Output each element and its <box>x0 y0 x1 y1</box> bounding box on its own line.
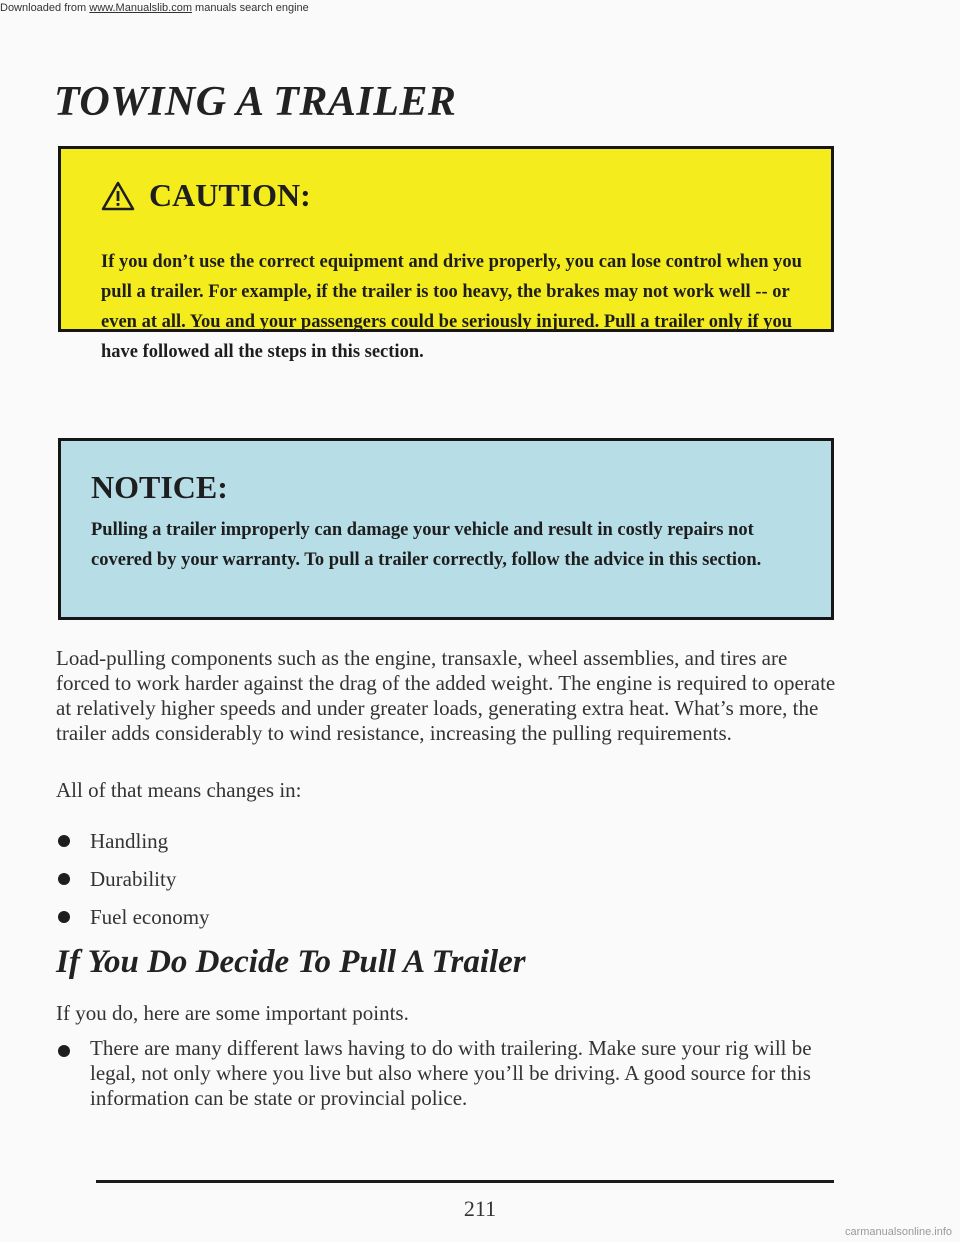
list-item-label: Durability <box>90 866 177 891</box>
warning-triangle-icon <box>101 181 135 211</box>
page-title: TOWING A TRAILER <box>54 79 457 125</box>
watermark-suffix: manuals search engine <box>191 2 309 14</box>
section-subheading: If You Do Decide To Pull A Trailer <box>56 944 526 980</box>
bullet-icon <box>58 1045 70 1057</box>
list-item <box>56 1036 846 1111</box>
notice-box <box>58 438 834 620</box>
load-pulling-paragraph: Load-pulling components such as the engine, transaxle, wheel assemblies, and tires are forced to work harder against the drag of the added weight. The engine is required to operate at relatively higher speeds and under greater loads, generating extra heat. What’s more, the trailer adds considerably to wind resistance, increasing the pulling requirements. <box>56 646 836 745</box>
footer-divider <box>96 1180 834 1183</box>
list-item <box>56 822 856 860</box>
caution-label: CAUTION: <box>149 177 311 213</box>
caution-box <box>58 146 834 362</box>
notice-heading: NOTICE: <box>91 469 228 505</box>
list-item-label: There are many different laws having to do with trailering. Make sure your rig will be legal, not only where you live but also where you’ll be driving. A good source for this information can be state or provincial police. <box>90 1036 812 1110</box>
page-number: 211 <box>463 1196 497 1221</box>
changes-list <box>56 822 856 936</box>
notice-text: Pulling a trailer improperly can damage your vehicle and result in costly repairs not covered by your warranty. To pull a trailer correctly, follow the advice in this section. <box>91 520 762 570</box>
bullet-icon <box>58 873 70 885</box>
bullet-icon <box>58 835 70 847</box>
list-item <box>56 860 856 898</box>
source-watermark <box>0 2 309 14</box>
changes-intro: All of that means changes in: <box>56 778 302 802</box>
list-item-label: Fuel economy <box>90 904 210 929</box>
important-points-intro: If you do, here are some important points. <box>56 1001 409 1025</box>
bullet-icon <box>58 911 70 923</box>
watermark-prefix: Downloaded from <box>0 2 90 14</box>
site-watermark: carmanualsonline.info <box>844 1226 952 1238</box>
list-item <box>56 898 856 936</box>
caution-text: If you don’t use the correct equipment and drive properly, you can lose control when you pull a trailer. For example, if the trailer is too heavy, the brakes may not work well -- or even at all. You and your passengers could be seriously injured. Pull a trailer only if you have followed all the steps in this section. <box>101 252 802 362</box>
list-item-label: Handling <box>90 828 169 853</box>
manualslib-link[interactable]: www.Manualslib.com <box>89 2 192 14</box>
caution-heading <box>101 177 311 214</box>
